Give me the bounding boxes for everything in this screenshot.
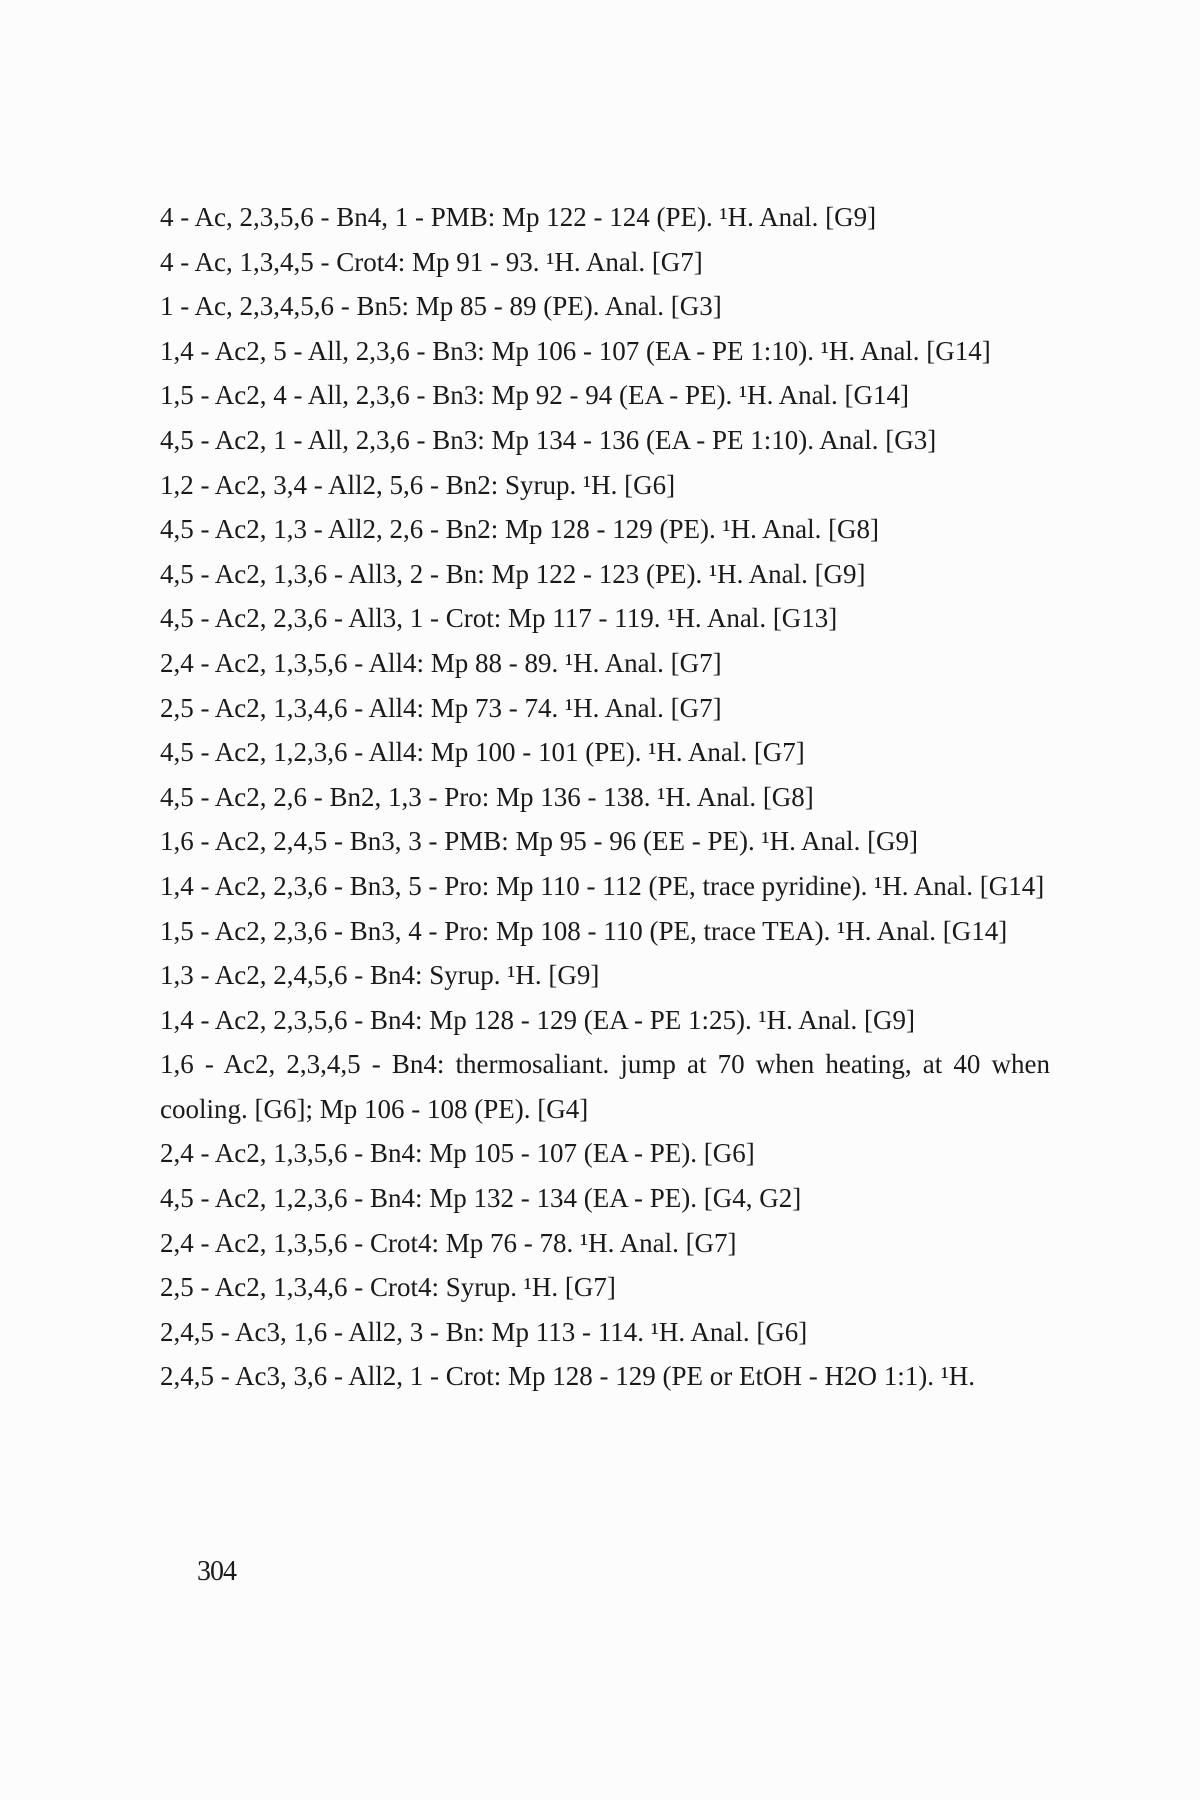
compound-entry: 1,6 - Ac2, 2,4,5 - Bn3, 3 - PMB: Mp 95 - 96 (EE - PE). ¹H. Anal. [G9]: [160, 826, 919, 857]
compound-entry: 1,5 - Ac2, 2,3,6 - Bn3, 4 - Pro: Mp 108 - 110 (PE, trace TEA). ¹H. Anal. [G14]: [160, 915, 1008, 946]
compound-entry: 1,4 - Ac2, 2,3,5,6 - Bn4: Mp 128 - 129 (EA - PE 1:25). ¹H. Anal. [G9]: [160, 1004, 916, 1035]
compound-entry: 2,4,5 - Ac3, 3,6 - All2, 1 - Crot: Mp 128 - 129 (PE or EtOH - H2O 1:1). ¹H.: [160, 1361, 976, 1392]
compound-entry: 4,5 - Ac2, 1,3,6 - All3, 2 - Bn: Mp 122 - 123 (PE). ¹H. Anal. [G9]: [160, 558, 866, 589]
compound-entry: 4,5 - Ac2, 2,3,6 - All3, 1 - Crot: Mp 117 - 119. ¹H. Anal. [G13]: [160, 603, 838, 634]
compound-entry: 1,4 - Ac2, 5 - All, 2,3,6 - Bn3: Mp 106 - 107 (EA - PE 1:10). ¹H. Anal. [G14]: [160, 335, 991, 366]
compound-entry: 4,5 - Ac2, 1,3 - All2, 2,6 - Bn2: Mp 128 - 129 (PE). ¹H. Anal. [G8]: [160, 514, 880, 545]
compound-entry: 2,4,5 - Ac3, 1,6 - All2, 3 - Bn: Mp 113 - 114. ¹H. Anal. [G6]: [160, 1316, 808, 1347]
compound-entry: 4,5 - Ac2, 1,2,3,6 - All4: Mp 100 - 101 (PE). ¹H. Anal. [G7]: [160, 737, 805, 768]
compound-entry-list: [160, 195, 1050, 1399]
page-number: 304: [197, 1556, 236, 1587]
compound-entry: 1,3 - Ac2, 2,4,5,6 - Bn4: Syrup. ¹H. [G9]: [160, 960, 600, 991]
compound-entry: 1,5 - Ac2, 4 - All, 2,3,6 - Bn3: Mp 92 - 94 (EA - PE). ¹H. Anal. [G14]: [160, 380, 910, 411]
compound-entry: 4 - Ac, 1,3,4,5 - Crot4: Mp 91 - 93. ¹H. Anal. [G7]: [160, 246, 703, 277]
compound-entry: 2,4 - Ac2, 1,3,5,6 - Bn4: Mp 105 - 107 (EA - PE). [G6]: [160, 1138, 755, 1169]
compound-entry: 1,4 - Ac2, 2,3,6 - Bn3, 5 - Pro: Mp 110 - 112 (PE, trace pyridine). ¹H. Anal. [G14]: [160, 870, 1045, 901]
compound-entry: 4,5 - Ac2, 2,6 - Bn2, 1,3 - Pro: Mp 136 - 138. ¹H. Anal. [G8]: [160, 781, 814, 812]
compound-entry: 4 - Ac, 2,3,5,6 - Bn4, 1 - PMB: Mp 122 - 124 (PE). ¹H. Anal. [G9]: [160, 202, 877, 232]
compound-entry: 2,5 - Ac2, 1,3,4,6 - Crot4: Syrup. ¹H. [G7]: [160, 1272, 616, 1303]
compound-entry: 1,6 - Ac2, 2,3,4,5 - Bn4: thermosaliant. jump at 70 when heating, at 40 when cooling. [G6]; Mp 106 - 108 (PE). [G4]: [160, 1049, 1050, 1124]
compound-entry: 2,4 - Ac2, 1,3,5,6 - All4: Mp 88 - 89. ¹H. Anal. [G7]: [160, 647, 722, 678]
compound-entry: 2,5 - Ac2, 1,3,4,6 - All4: Mp 73 - 74. ¹H. Anal. [G7]: [160, 692, 722, 723]
compound-entry: 1,2 - Ac2, 3,4 - All2, 5,6 - Bn2: Syrup. ¹H. [G6]: [160, 469, 676, 500]
compound-entry: 1 - Ac, 2,3,4,5,6 - Bn5: Mp 85 - 89 (PE). Anal. [G3]: [160, 291, 722, 322]
compound-entry: 4,5 - Ac2, 1,2,3,6 - Bn4: Mp 132 - 134 (EA - PE). [G4, G2]: [160, 1183, 802, 1214]
compound-entry: 2,4 - Ac2, 1,3,5,6 - Crot4: Mp 76 - 78. ¹H. Anal. [G7]: [160, 1227, 737, 1258]
compound-entry: 4,5 - Ac2, 1 - All, 2,3,6 - Bn3: Mp 134 - 136 (EA - PE 1:10). Anal. [G3]: [160, 424, 937, 455]
